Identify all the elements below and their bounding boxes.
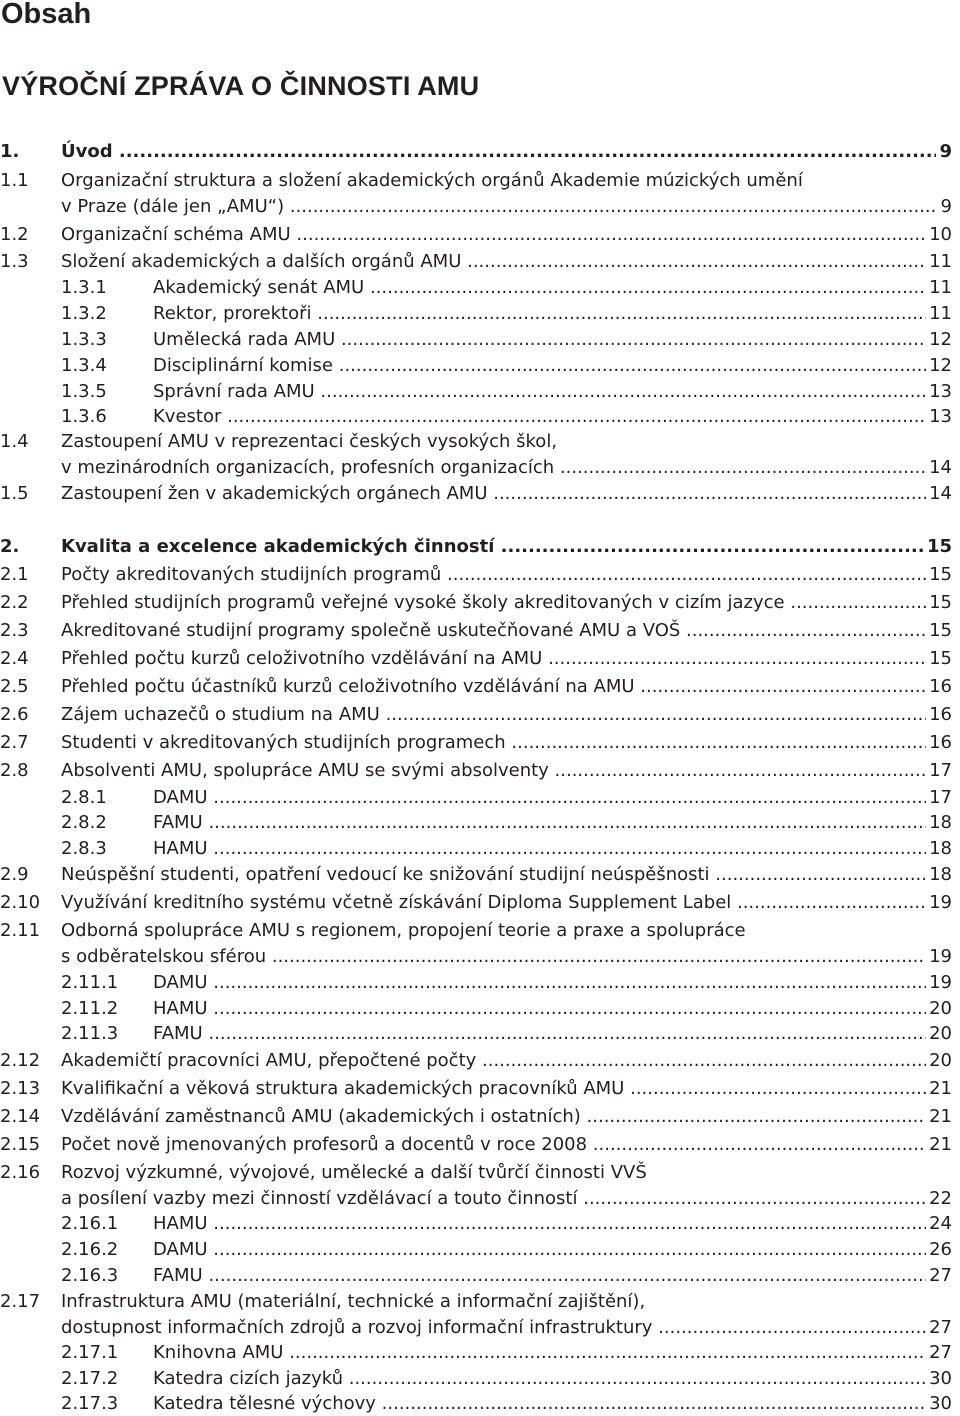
toc-entry-number: 2.7: [0, 732, 29, 753]
toc-entry[interactable]: [61, 786, 952, 810]
toc-entry-page: 19: [929, 946, 952, 967]
toc-entry-page: 16: [929, 732, 952, 753]
toc-entry-number: 2.17.1: [61, 1342, 119, 1363]
toc-entry-page: 9: [940, 196, 952, 217]
toc-entry[interactable]: [61, 1392, 952, 1416]
toc-entry-number: 2.5: [0, 676, 29, 697]
toc-entry-page: 15: [929, 564, 952, 585]
toc-entry-page: 26: [929, 1239, 952, 1260]
toc-entry-page: 21: [929, 1078, 952, 1099]
toc-entry-title: Organizační schéma AMU .....: [61, 223, 926, 247]
toc-entry-page: 17: [929, 787, 952, 808]
toc-entry-number: 2.17.2: [61, 1368, 119, 1389]
toc-entry-number: 2.17.3: [61, 1393, 119, 1414]
toc-entry-page: 14: [929, 483, 952, 504]
toc-entry[interactable]: [0, 703, 952, 727]
toc-entry-title: DAMU .....: [153, 786, 926, 810]
toc-entry[interactable]: [61, 971, 952, 995]
toc-entry-page: 17: [929, 760, 952, 781]
toc-entry-page: 15: [929, 620, 952, 641]
toc-entry-number: 2.8.3: [61, 838, 107, 859]
toc-entry-continuation[interactable]: [0, 945, 952, 969]
toc-entry-title: DAMU .....: [153, 1238, 926, 1262]
toc-entry-page: 11: [929, 303, 952, 324]
toc-entry-number: 2.13: [0, 1078, 41, 1099]
toc-entry-number: 2.2: [0, 592, 29, 613]
toc-entry-page: 15: [926, 536, 952, 557]
toc-entry[interactable]: [61, 1212, 952, 1236]
toc-entry-continuation[interactable]: [0, 1187, 952, 1211]
toc-entry-continuation[interactable]: [0, 456, 952, 480]
toc-entry-number: 2.11.1: [61, 972, 119, 993]
toc-entry-page: 16: [929, 676, 952, 697]
toc-entry-title: Zájem uchazečů o studium na AMU .....: [61, 703, 926, 727]
toc-entry[interactable]: [0, 223, 952, 247]
toc-entry-title: Katedra cizích jazyků .....: [153, 1367, 926, 1391]
toc-entry-number: 1.: [0, 141, 20, 162]
toc-entry[interactable]: [61, 354, 952, 378]
toc-entry[interactable]: [61, 405, 952, 429]
toc-entry-number: 2.11.3: [61, 1023, 119, 1044]
toc-entry-continuation[interactable]: [0, 195, 952, 219]
toc-entry-title: Počet nově jmenovaných profesorů a docentů v roce 2008 .....: [61, 1133, 926, 1157]
toc-entry[interactable]: [0, 919, 952, 943]
toc-entry[interactable]: [0, 250, 952, 274]
toc-entry[interactable]: [0, 169, 952, 193]
toc-entry-title: Katedra tělesné výchovy .....: [153, 1392, 926, 1416]
toc-entry-title: Zastoupení AMU v reprezentaci českých vysokých škol,: [61, 431, 558, 452]
toc-entry-title: Umělecká rada AMU .....: [153, 328, 926, 352]
toc-entry-number: 2.4: [0, 648, 29, 669]
toc-entry-title: Akademičtí pracovníci AMU, přepočtené počty .....: [61, 1049, 926, 1073]
toc-entry-number: 1.3.5: [61, 381, 107, 402]
toc-entry-title: Organizační struktura a složení akademických orgánů Akademie múzických umění: [61, 170, 803, 191]
toc-entry-number: 1.3.3: [61, 329, 107, 350]
toc-entry-page: 12: [929, 329, 952, 350]
toc-entry-page: 24: [929, 1213, 952, 1234]
toc-entry[interactable]: [0, 1049, 952, 1073]
toc-entry-number: 2.16.1: [61, 1213, 119, 1234]
toc-entry-number: 1.3.1: [61, 277, 107, 298]
toc-entry[interactable]: [0, 563, 952, 587]
toc-entry[interactable]: [61, 811, 952, 835]
toc-entry-number: 2.14: [0, 1106, 41, 1127]
toc-entry[interactable]: [0, 1133, 952, 1157]
toc-entry[interactable]: [0, 591, 952, 615]
toc-entry-number: 1.4: [0, 431, 29, 452]
toc-entry[interactable]: [0, 891, 952, 915]
toc-entry-page: 19: [929, 892, 952, 913]
toc-entry-page: 30: [929, 1368, 952, 1389]
document-title: VÝROČNÍ ZPRÁVA O ČINNOSTI AMU: [2, 71, 480, 101]
toc-entry-number: 2.16.3: [61, 1265, 119, 1286]
toc-entry-page: 27: [929, 1265, 952, 1286]
toc-entry[interactable]: [0, 140, 952, 164]
toc-entry-page: 11: [929, 277, 952, 298]
toc-entry-page: 13: [929, 406, 952, 427]
toc-entry-number: 2.8.1: [61, 787, 107, 808]
toc-entry-title: Přehled počtu kurzů celoživotního vzdělávání na AMU .....: [61, 647, 926, 671]
toc-entry-number: 2.17: [0, 1291, 41, 1312]
toc-entry-title: a posílení vazby mezi činností vzdělávací a touto činností .....: [61, 1187, 926, 1211]
toc-entry[interactable]: [61, 1367, 952, 1391]
toc-entry-title: s odběratelskou sférou .....: [61, 945, 926, 969]
toc-entry[interactable]: [0, 1161, 952, 1185]
toc-entry-number: 1.3.4: [61, 355, 107, 376]
toc-entry-title: HAMU .....: [153, 997, 926, 1021]
toc-entry[interactable]: [0, 535, 952, 559]
toc-entry-title: Kvalifikační a věková struktura akademických pracovníků AMU .....: [61, 1077, 926, 1101]
toc-entry[interactable]: [61, 1264, 952, 1288]
toc-entry-page: 15: [929, 592, 952, 613]
toc-entry[interactable]: [61, 1341, 952, 1365]
toc-entry-number: 1.1: [0, 170, 29, 191]
toc-entry[interactable]: [61, 380, 952, 404]
toc-entry-continuation[interactable]: [0, 1316, 952, 1340]
toc-entry[interactable]: [0, 1290, 952, 1314]
toc-entry[interactable]: [61, 997, 952, 1021]
toc-entry-title: dostupnost informačních zdrojů a rozvoj informační infrastruktury .....: [61, 1316, 926, 1340]
toc-entry-title: Knihovna AMU .....: [153, 1341, 926, 1365]
toc-entry-title: Přehled studijních programů veřejné vysoké školy akreditovaných v cizím jazyce .....: [61, 591, 926, 615]
toc-entry-title: Odborná spolupráce AMU s regionem, propojení teorie a praxe a spolupráce: [61, 920, 746, 941]
toc-entry-number: 2.6: [0, 704, 29, 725]
toc-entry-page: 21: [929, 1106, 952, 1127]
toc-entry[interactable]: [61, 837, 952, 861]
toc-entry-number: 1.3.2: [61, 303, 107, 324]
toc-entry-number: 1.3: [0, 251, 29, 272]
toc-entry-title: HAMU .....: [153, 837, 926, 861]
toc-entry-title: Kvestor .....: [153, 405, 926, 429]
toc-entry[interactable]: [0, 647, 952, 671]
toc-entry-number: 2.11.2: [61, 998, 119, 1019]
toc-entry-number: 2.12: [0, 1050, 41, 1071]
toc-entry-title: Vzdělávání zaměstnanců AMU (akademických i ostatních) .....: [61, 1105, 926, 1129]
toc-entry[interactable]: [61, 302, 952, 326]
page-title: Obsah: [1, 0, 92, 30]
toc-entry-page: 18: [929, 864, 952, 885]
toc-entry-page: 11: [929, 251, 952, 272]
toc-entry-title: Rektor, prorektoři .....: [153, 302, 926, 326]
toc-entry[interactable]: [0, 1077, 952, 1101]
toc-entry-number: 2.9: [0, 864, 29, 885]
toc-entry-number: 2.16.2: [61, 1239, 119, 1260]
toc-entry-page: 13: [929, 381, 952, 402]
toc-entry-title: Akademický senát AMU .....: [153, 276, 926, 300]
toc-entry-page: 12: [929, 355, 952, 376]
toc-entry-title: Přehled počtu účastníků kurzů celoživotního vzdělávání na AMU .....: [61, 675, 926, 699]
toc-entry-page: 18: [929, 812, 952, 833]
toc-entry-title: Infrastruktura AMU (materiální, technické a informační zajištění),: [61, 1291, 646, 1312]
toc-entry[interactable]: [0, 1105, 952, 1129]
toc-entry-page: 20: [929, 998, 952, 1019]
toc-entry-number: 2.15: [0, 1134, 41, 1155]
toc-entry-page: 30: [929, 1393, 952, 1414]
toc-entry-number: 2.3: [0, 620, 29, 641]
toc-entry-title: Akreditované studijní programy společně uskutečňované AMU a VOŠ .....: [61, 619, 926, 643]
toc-entry-title: Zastoupení žen v akademických orgánech AMU .....: [61, 482, 926, 506]
toc-entry-title: FAMU .....: [153, 1264, 926, 1288]
toc-entry-number: 1.5: [0, 483, 29, 504]
toc-entry-page: 9: [939, 141, 952, 162]
toc-entry-number: 2.8: [0, 760, 29, 781]
toc-entry-page: 18: [929, 838, 952, 859]
toc-entry[interactable]: [61, 1022, 952, 1046]
toc-entry-title: Kvalita a excelence akademických činností .....: [61, 535, 924, 559]
toc-entry-page: 22: [929, 1188, 952, 1209]
toc-entry[interactable]: [0, 731, 952, 755]
toc-entry-title: Počty akreditovaných studijních programů .....: [61, 563, 926, 587]
toc-entry-page: 14: [929, 457, 952, 478]
toc-entry-page: 27: [929, 1342, 952, 1363]
toc-entry-title: Správní rada AMU .....: [153, 380, 926, 404]
toc-entry-title: Rozvoj výzkumné, vývojové, umělecké a další tvůrčí činnosti VVŠ: [61, 1162, 647, 1183]
toc-entry[interactable]: [0, 619, 952, 643]
toc-entry-number: 2.16: [0, 1162, 41, 1183]
toc-entry-number: 2.11: [0, 920, 41, 941]
toc-entry-title: Složení akademických a dalších orgánů AMU .....: [61, 250, 926, 274]
toc-entry-number: 2.: [0, 536, 20, 557]
toc-entry-page: 19: [929, 972, 952, 993]
toc-entry[interactable]: [0, 482, 952, 506]
toc-entry[interactable]: [0, 863, 952, 887]
toc-entry-title: HAMU .....: [153, 1212, 926, 1236]
toc-entry-page: 21: [929, 1134, 952, 1155]
toc-entry-title: v Praze (dále jen „AMU“) .....: [61, 195, 938, 219]
toc-entry-number: 2.1: [0, 564, 29, 585]
toc-entry-title: v mezinárodních organizacích, profesních organizacích .....: [61, 456, 926, 480]
toc-entry-page: 20: [929, 1023, 952, 1044]
toc-entry[interactable]: [0, 430, 952, 454]
toc-entry-page: 27: [929, 1317, 952, 1338]
toc-entry-page: 10: [929, 224, 952, 245]
toc-entry[interactable]: [0, 675, 952, 699]
toc-entry-title: Úvod .....: [61, 140, 936, 164]
toc-entry-title: DAMU .....: [153, 971, 926, 995]
toc-entry-title: Neúspěšní studenti, opatření vedoucí ke snižování studijní neúspěšnosti .....: [61, 863, 926, 887]
toc-entry[interactable]: [61, 276, 952, 300]
toc-entry-title: Studenti v akreditovaných studijních programech .....: [61, 731, 926, 755]
toc-entry[interactable]: [61, 1238, 952, 1262]
toc-entry[interactable]: [0, 759, 952, 783]
toc-entry-title: Disciplinární komise .....: [153, 354, 926, 378]
toc-entry-number: 1.2: [0, 224, 29, 245]
toc-entry-page: 16: [929, 704, 952, 725]
toc-entry-title: Absolventi AMU, spolupráce AMU se svými absolventy .....: [61, 759, 926, 783]
toc-entry-number: 2.8.2: [61, 812, 107, 833]
toc-entry-title: FAMU .....: [153, 811, 926, 835]
toc-entry-page: 20: [929, 1050, 952, 1071]
toc-entry-page: 15: [929, 648, 952, 669]
toc-entry-number: 2.10: [0, 892, 41, 913]
toc-entry-number: 1.3.6: [61, 406, 107, 427]
toc-entry-title: Využívání kreditního systému včetně získávání Diploma Supplement Label .....: [61, 891, 926, 915]
toc-entry[interactable]: [61, 328, 952, 352]
toc-entry-title: FAMU .....: [153, 1022, 926, 1046]
